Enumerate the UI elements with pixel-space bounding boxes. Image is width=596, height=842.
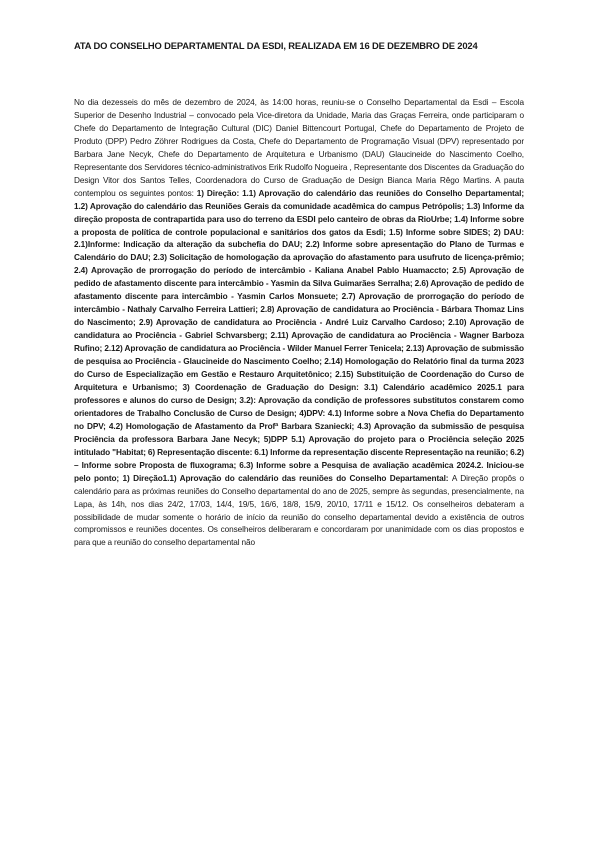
document-title: ATA DO CONSELHO DEPARTAMENTAL DA ESDI, REALIZADA EM 16 DE DEZEMBRO DE 2024 [74,40,478,51]
body-intro-text: No dia dezesseis do mês de dezembro de 2024, às 14:00 horas, reuniu-se o Conselho Departamental da Esdi – Escola Superior de Desenho Industrial – convocado pela Vice-diretora da Unidade, Maria das Graças Ferreira, onde participaram o Chefe do Departamento de Integração Cultural (DIC) Daniel Bittencourt Portugal, Chefe do Departamento de Projeto de Produto (DPP) Pedro Zöhrer Rodrigues da Costa, Chefe do Departamento de Programação Visual (DPV) representado por Barbara Jane Necyk, Chefe do Departamento de Arquitetura e Urbanismo (DAU) Glaucineide do Nascimento Coelho, Representante dos Servidores técnico-administrativos Erik Rudolfo Nogueira , Representante dos Discentes da Graduação do Design Vitor dos Santos Telles, Coordenadora do Curso de Graduação de Design Bianca Maria Rêgo Martins. A pauta contemplou os seguintes pontos: [74,98,524,198]
body-agenda-text: 1) Direção: 1.1) Aprovação do calendário das reuniões do Conselho Departamental; 1.2) Aprovação do calendário das Reuniões Gerais da comunidade acadêmica do campus Petrópolis; 1.3) Informe da direção proposta de contrapartida para uso do terreno da ESDI pelo canteiro de obras da RioUrbe; 1.4) Informe sobre a proposta de política de controle populacional e sanitários dos gatos da Esdi; 1.5) Informe sobre SIDES; 2) DAU: 2.1)Informe: Indicação da alteração da subchefia do DAU; 2.2) Informe sobre apresentação do Plano de Turmas e Calendário do DAU; 2.3) Solicitação de homologação da aprovação do afastamento para usufruto de licença-prêmio; 2.4) Aprovação de prorrogação do período de intercâmbio - Kaliana Anabel Pablo Huamaccto; 2.5) Aprovação de pedido de afastamento discente para intercâmbio - Yasmin da Silva Guimarães Serralha; 2.6) Aprovação de pedido de afastamento discente para intercâmbio - Yasmin Carlos Monsuete; 2.7) Aprovação de prorrogação do período de intercâmbio - Nathaly Carvalho Ferreira Lattieri; 2.8) Aprovação de candidatura ao Prociência - Bárbara Thomaz Lins do Nascimento; 2.9) Aprovação de candidatura ao Prociência - André Luiz Carvalho Cardoso; 2.10) Aprovação de candidatura ao Prociência - Gabriel Schvarsberg; 2.11) Aprovação de candidatura ao Prociência - Wagner Barboza Rufino; 2.12) Aprovação de candidatura ao Prociência - Wilder Manuel Ferrer Tenicela; 2.13) Aprovação de submissão de pesquisa ao Prociência - Glaucineide do Nascimento Coelho; 2.14) Homologação do Relatório final da turma 2023 do Curso de Especialização em Gestão e Restauro Arquitetônico; 2.15) Substituição de Coordenação do Curso de Arquitetura e Urbanismo; 3) Coordenação de Graduação do Design: 3.1) Calendário acadêmico 2025.1 para professores e alunos do curso de Design; 3.2): Aprovação da condição de professores substitutos constarem como orientadores de Trabalho Conclusão de Curso de Design; 4)DPV: 4.1) Informe sobre a Nova Chefia do Departamento no DPV; 4.2) Homologação de Afastamento da Profª Barbara Szaniecki; 4.3) Aprovação da submissão de pesquisa Prociência da professora Barbara Jane Necyk; 5)DPP 5.1) Aprovação do projeto para o Prociência seleção 2025 intitulado "Habitat; 6) Representação discente: 6.1) Informe da representação discente Representação na reunião; 6.2) – Informe sobre Proposta de fluxograma; 6.3) Informe sobre a Pesquisa de avaliação acadêmica 2024.2. Iniciou-se pelo ponto; 1) Direção1.1) Aprovação do calendário das reuniões do Conselho Departamental: [74,188,524,483]
body-closing-text: A Direção propôs o calendário para as próximas reuniões do Conselho departamental do ano de 2025, sempre às segundas, presencialmente, na Lapa, às 14h, nos dias 24/2, 17/03, 14/4, 19/5, 16/6, 18/8, 15/9, 20/10, 17/11 e 15/12. Os conselheiros debateram a possibilidade de mudar somente o horário de início da reunião do conselho departamental devido a existência de outros compromissos e reuniões docentes. Os conselheiros deliberaram e concordaram por unanimidade com os dias propostos e para que a reunião do conselho departamental não [74,473,524,548]
document-body [74,97,524,550]
